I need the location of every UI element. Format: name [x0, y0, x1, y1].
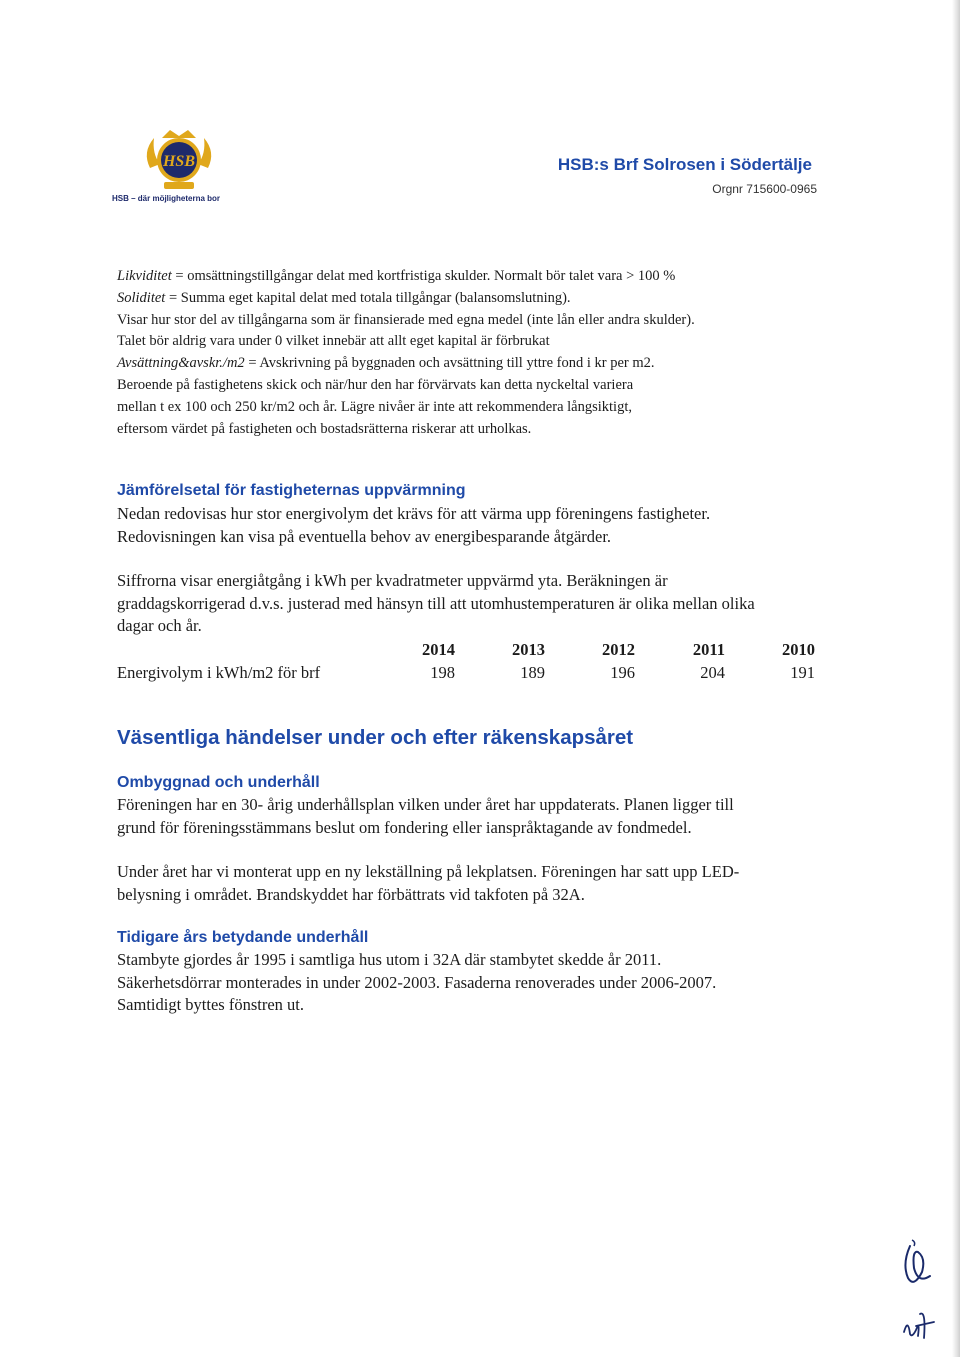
organization-name: HSB:s Brf Solrosen i Södertälje	[557, 155, 812, 174]
year-header: 2010	[782, 639, 815, 659]
definition-line: eftersom värdet på fastigheten och bostadsrätterna riskerar att urholkas.	[117, 420, 532, 437]
heating-explanation	[117, 570, 837, 638]
term-avsattning: Avsättning&avskr./m2	[117, 355, 245, 372]
definition-line: mellan t ex 100 och 250 kr/m2 och år. Lägre nivåer är inte att rekommendera långsiktigt,	[117, 398, 632, 415]
year-header: 2013	[512, 639, 545, 659]
organization-number: Orgnr 715600-0965	[712, 182, 817, 196]
signature-1	[896, 1238, 940, 1292]
term-soliditet: Soliditet	[117, 289, 166, 306]
previous-maintenance-paragraph	[117, 949, 837, 1017]
row-label: Energivolym i kWh/m2 för brf	[117, 662, 321, 682]
hsb-logo	[112, 128, 242, 208]
page-edge-shadow	[952, 0, 960, 1357]
term-likviditet: Likviditet	[117, 268, 172, 284]
table-header-empty	[117, 638, 379, 661]
definition-line: Talet bör aldrig vara under 0 vilket innebär att allt eget kapital är förbrukat	[117, 333, 550, 350]
paragraph-line: belysning i området. Brandskyddet har förbättrats vid takfoten på 32A.	[117, 884, 585, 904]
paragraph-line: Redovisningen kan visa på eventuella behov av energibesparande åtgärder.	[117, 526, 612, 546]
events-heading: Väsentliga händelser under och efter räkenskapsåret	[117, 726, 634, 749]
energy-value: 191	[790, 662, 815, 682]
year-header: 2011	[692, 639, 725, 659]
logo-tagline: HSB – där möjligheterna bor	[112, 194, 221, 203]
energy-value: 204	[700, 662, 725, 682]
heating-intro	[117, 503, 837, 548]
definition-line: Visar hur stor del av tillgångarna som är finansierade med egna medel (inte lån eller andra skulder).	[117, 311, 695, 328]
paragraph-line: Nedan redovisas hur stor energivolym det krävs för att värma upp föreningens fastigheter.	[117, 504, 711, 523]
year-header: 2012	[602, 639, 635, 659]
paragraph-line: Stambyte gjordes år 1995 i samtliga hus utom i 32A där stambytet skedde år 2011.	[117, 950, 662, 969]
definition-avsattning-text: = Avskrivning på byggnaden och avsättning till yttre fond i kr per m2.	[244, 355, 655, 372]
signature-2	[900, 1308, 940, 1342]
definition-line: Beroende på fastighetens skick och när/hur den har förvärvats kan detta nyckeltal variera	[117, 376, 634, 393]
paragraph-line: grund för föreningsstämmans beslut om fondering eller ianspråktagande av fondmedel.	[117, 817, 692, 837]
energy-value: 198	[430, 662, 455, 682]
hsb-emblem-icon	[138, 128, 220, 194]
definition-likviditet	[117, 266, 837, 288]
paragraph-line: Under året har vi monterat upp en ny lekställning på lekplatsen. Föreningen har satt upp LED-	[117, 862, 740, 881]
paragraph-line: Säkerhetsdörrar monterades in under 2002-2003. Fasaderna renoverades under 2006-2007.	[117, 972, 717, 992]
definition-avsattning	[117, 353, 837, 375]
paragraph-line: graddagskorrigerad d.v.s. justerad med hänsyn till att utomhustemperaturen är olika mellan olika	[117, 593, 755, 613]
paragraph-line: Siffrorna visar energiåtgång i kWh per kvadratmeter uppvärmd yta. Beräkningen är	[117, 571, 668, 590]
year-works-paragraph	[117, 861, 837, 906]
year-header: 2014	[422, 639, 455, 659]
energy-value: 189	[520, 662, 545, 682]
table-header-row	[117, 638, 815, 661]
definition-soliditet	[117, 288, 837, 310]
previous-maintenance-subheading: Tidigare års betydande underhåll	[117, 929, 369, 946]
energy-volume-table	[117, 638, 815, 684]
svg-text:HSB: HSB	[162, 153, 196, 170]
maintenance-subheading: Ombyggnad och underhåll	[117, 774, 320, 791]
maintenance-plan-paragraph	[117, 794, 837, 839]
key-figure-definitions	[117, 266, 837, 440]
paragraph-line: dagar och år.	[117, 616, 202, 635]
definition-soliditet-text: = Summa eget kapital delat med totala tillgångar (balansomslutning).	[165, 289, 571, 306]
paragraph-line: Föreningen har en 30- årig underhållsplan vilken under året har uppdaterats. Planen ligger till	[117, 795, 734, 814]
heating-heading: Jämförelsetal för fastigheternas uppvärmning	[117, 482, 466, 499]
energy-value: 196	[610, 662, 635, 682]
table-row	[117, 661, 815, 684]
paragraph-line: Samtidigt byttes fönstren ut.	[117, 995, 304, 1014]
definition-likviditet-text: = omsättningstillgångar delat med kortfristiga skulder. Normalt bör talet vara > 100 %	[171, 268, 676, 284]
